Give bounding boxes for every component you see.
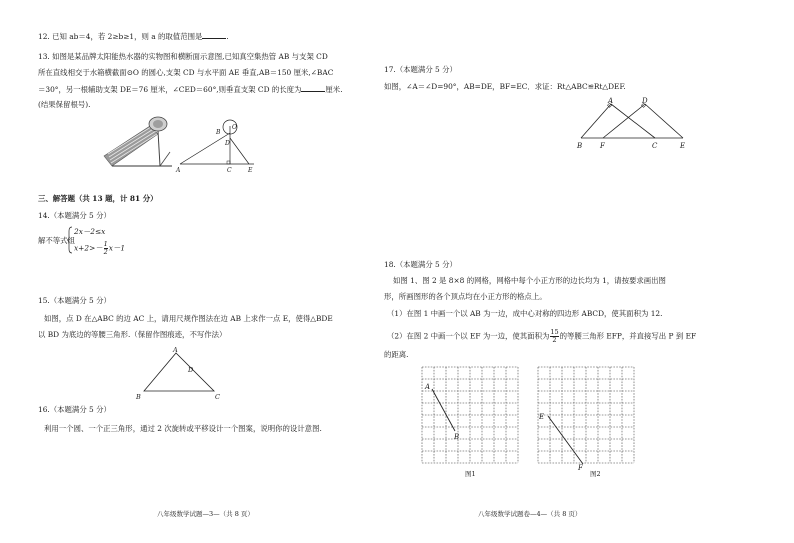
question-13-line-1: [38, 52, 328, 62]
point-label: O: [232, 124, 237, 131]
answer-blank: [301, 84, 325, 92]
question-17-text: 如图，∠A＝∠D=90°，AB=DE，BF=EC．求证：Rt△ABC≌Rt△DEF.: [384, 82, 626, 91]
question-16-text: 利用一个圆、一个正三角形，通过 2 次旋转或平移设计一个图案，说明你的设计意图.: [44, 424, 322, 433]
system-brace: [66, 226, 74, 254]
point-label: B: [577, 142, 583, 150]
question-18-part-2-cont: 的距离.: [384, 350, 409, 359]
question-18-part-1: （1）在图 1 中画一个以 AB 为一边，成中心对称的四边形 ABCD，使其面积为 12.: [387, 309, 663, 318]
point-label: D: [225, 140, 230, 147]
question-13-line-4: (结果保留根号).: [38, 100, 91, 109]
point-label: D: [642, 97, 648, 105]
right-page: [384, 0, 794, 543]
grid-figure-2: [535, 364, 639, 470]
question-16-header: 16.（本题满分 5 分）: [38, 405, 111, 414]
point-label: F: [600, 142, 605, 150]
point-label: E: [680, 142, 686, 150]
page-footer: 八年级数学试题—3—（共 8 页）: [157, 510, 254, 518]
fraction-numerator: 1: [103, 240, 108, 248]
inequality-text: x－1: [108, 243, 126, 253]
inequality-2: [74, 241, 125, 256]
question-12: [38, 31, 229, 42]
question-text: .: [226, 32, 229, 41]
point-label: C: [227, 167, 232, 174]
point-label: E: [248, 167, 253, 174]
question-text: （2）在图 2 中画一个以 EF 为一边，使其面积为: [387, 331, 550, 341]
point-label: B: [216, 129, 221, 136]
answer-blank: [202, 31, 229, 41]
unit-label: 厘米.: [325, 85, 343, 94]
section-title: 三、解答题（共 13 题，计 81 分）: [38, 194, 158, 203]
question-text: 如图是某品牌太阳能热水器的实物图和横断面示意图,已知真空集热管 AB 与支架 CD: [52, 52, 328, 61]
fraction-numerator: 15: [550, 328, 559, 336]
question-13-line-2: 所在直线相交于水箱横截面⊙O 的圆心,支架 CD 与水平面 AE 垂直,AB＝150 厘米,∠BAC: [38, 68, 334, 77]
question-15-header: 15.（本题满分 5 分）: [38, 296, 111, 305]
point-label: B: [454, 433, 460, 441]
grid-lines: [422, 367, 518, 463]
point-label: A: [173, 346, 178, 354]
inequality-text: x+2>－: [74, 243, 103, 253]
triangle-abc-diagram: [132, 343, 228, 403]
question-14-prompt: 解不等式组: [38, 236, 75, 245]
fraction: [104, 241, 108, 256]
question-18-header: 18.（本题满分 5 分）: [384, 260, 457, 269]
inequality-1: 2x－2≤x: [74, 227, 106, 236]
point-label: A: [608, 97, 614, 105]
question-text: 已知 ab＝4，若 2≥b≥1，则 a 的取值范围是: [52, 32, 203, 41]
solar-heater-photo: [100, 112, 176, 170]
point-label: A: [425, 383, 431, 391]
question-17-header: 17.（本题满分 5 分）: [384, 65, 457, 74]
question-18-line-2: 形，所画图形的各个顶点均在小正方形的格点上。: [384, 292, 547, 301]
question-15-line-1: 如图，点 D 在△ABC 的边 AC 上，请用尺规作图法在边 AB 上求作一点 E，使得△BDE: [44, 314, 333, 323]
question-14-header: 14.（本题满分 5 分）: [38, 211, 111, 220]
question-18-line-1: 如图 1、图 2 是 8×8 的网格，网格中每个小正方形的边长均为 1，请按要求画出图: [393, 276, 666, 285]
question-15-line-2: 以 BD 为底边的等腰三角形.（保留作图痕迹，不写作法）: [38, 330, 227, 339]
two-triangles-diagram: [573, 94, 691, 150]
point-label: C: [215, 393, 220, 401]
point-label: E: [539, 413, 545, 421]
point-label: A: [176, 167, 181, 174]
grid-figure-1: [419, 364, 523, 470]
point-label: F: [578, 464, 583, 470]
point-label: C: [652, 142, 658, 150]
solar-heater-diagram: [170, 114, 262, 174]
figure-1-label: 图1: [465, 470, 476, 478]
page-footer: 八年级数学试题卷—4—（共 8 页）: [478, 510, 582, 518]
question-text: 的等腰三角形 EFP，并直接写出 P 到 EF: [559, 331, 697, 341]
grid-lines: [538, 367, 634, 463]
question-number: 12.: [38, 32, 50, 41]
fraction: [550, 329, 558, 344]
question-13-line-3: [38, 84, 343, 95]
point-label: B: [136, 393, 141, 401]
point-label: D: [188, 366, 194, 374]
fraction-denominator: 2: [103, 248, 108, 256]
fraction-denominator: 2: [552, 336, 557, 344]
question-number: 13.: [38, 52, 50, 61]
question-text: ＝30°，另一根辅助支架 DE＝76 厘米，∠CED＝60°,则垂直支架 CD 的长度为: [38, 85, 302, 94]
figure-2-label: 图2: [590, 470, 601, 478]
question-18-part-2: [387, 329, 696, 344]
